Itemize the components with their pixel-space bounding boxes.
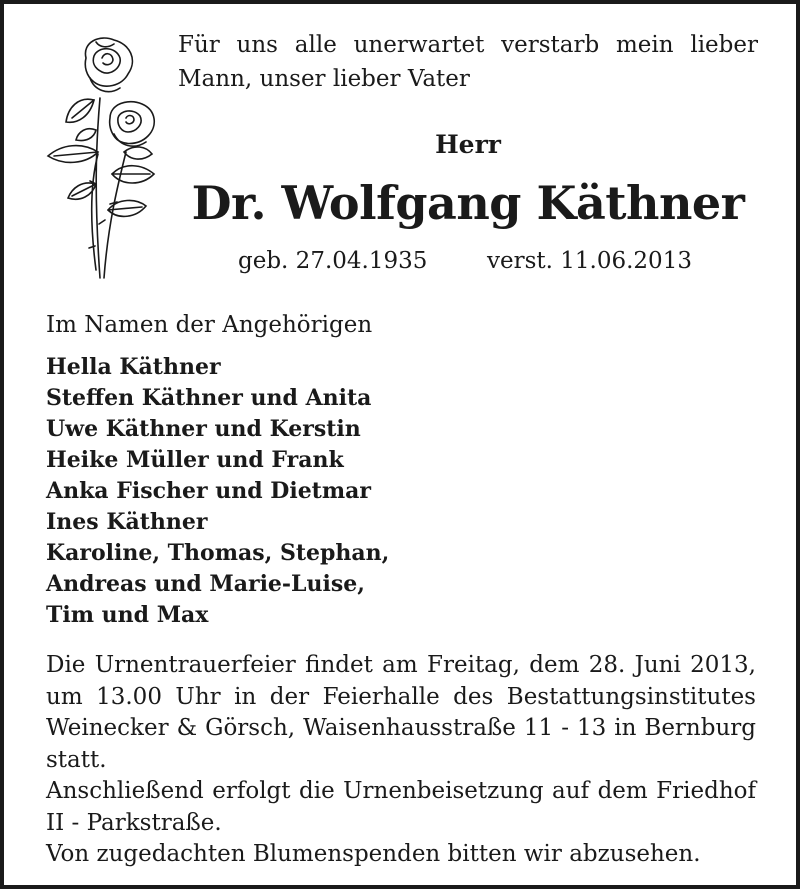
birth-date: geb. 27.04.1935	[238, 248, 428, 274]
list-item: Karoline, Thomas, Stephan,	[46, 540, 390, 566]
ceremony-details	[46, 650, 756, 871]
intro-text: Für uns alle unerwartet verstarb mein lieber Mann, unser lieber Vater	[178, 32, 758, 92]
mourners-list	[46, 352, 389, 631]
list-item: Uwe Käthner und Kerstin	[46, 416, 361, 442]
list-item: Steffen Käthner und Anita	[46, 385, 372, 411]
list-item: Heike Müller und Frank	[46, 447, 344, 473]
list-item: Ines Käthner	[46, 509, 208, 535]
death-date: verst. 11.06.2013	[487, 248, 692, 274]
list-item: Tim und Max	[46, 602, 209, 628]
list-item: Anka Fischer und Dietmar	[46, 478, 371, 504]
rose-illustration	[38, 34, 168, 284]
list-item: Andreas und Marie-Luise,	[46, 571, 365, 597]
burial-paragraph: Anschließend erfolgt die Urnenbeisetzung auf dem Friedhof II - Parkstraße.	[46, 778, 756, 836]
deceased-name: Dr. Wolfgang Käthner	[191, 176, 745, 230]
list-item: Hella Käthner	[46, 354, 221, 380]
ceremony-paragraph: Die Urnentrauerfeier findet am Freitag, dem 28. Juni 2013, um 13.00 Uhr in der Feierhalle des Bestattungsinstitutes Weinecker & Görsch, Waisenhausstraße 11 - 13 in Bernburg statt.	[46, 652, 756, 773]
flowers-note: Von zugedachten Blumenspenden bitten wir abzusehen.	[46, 841, 701, 867]
title-prefix: Herr	[435, 130, 501, 159]
mourners-heading: Im Namen der Angehörigen	[46, 312, 373, 338]
